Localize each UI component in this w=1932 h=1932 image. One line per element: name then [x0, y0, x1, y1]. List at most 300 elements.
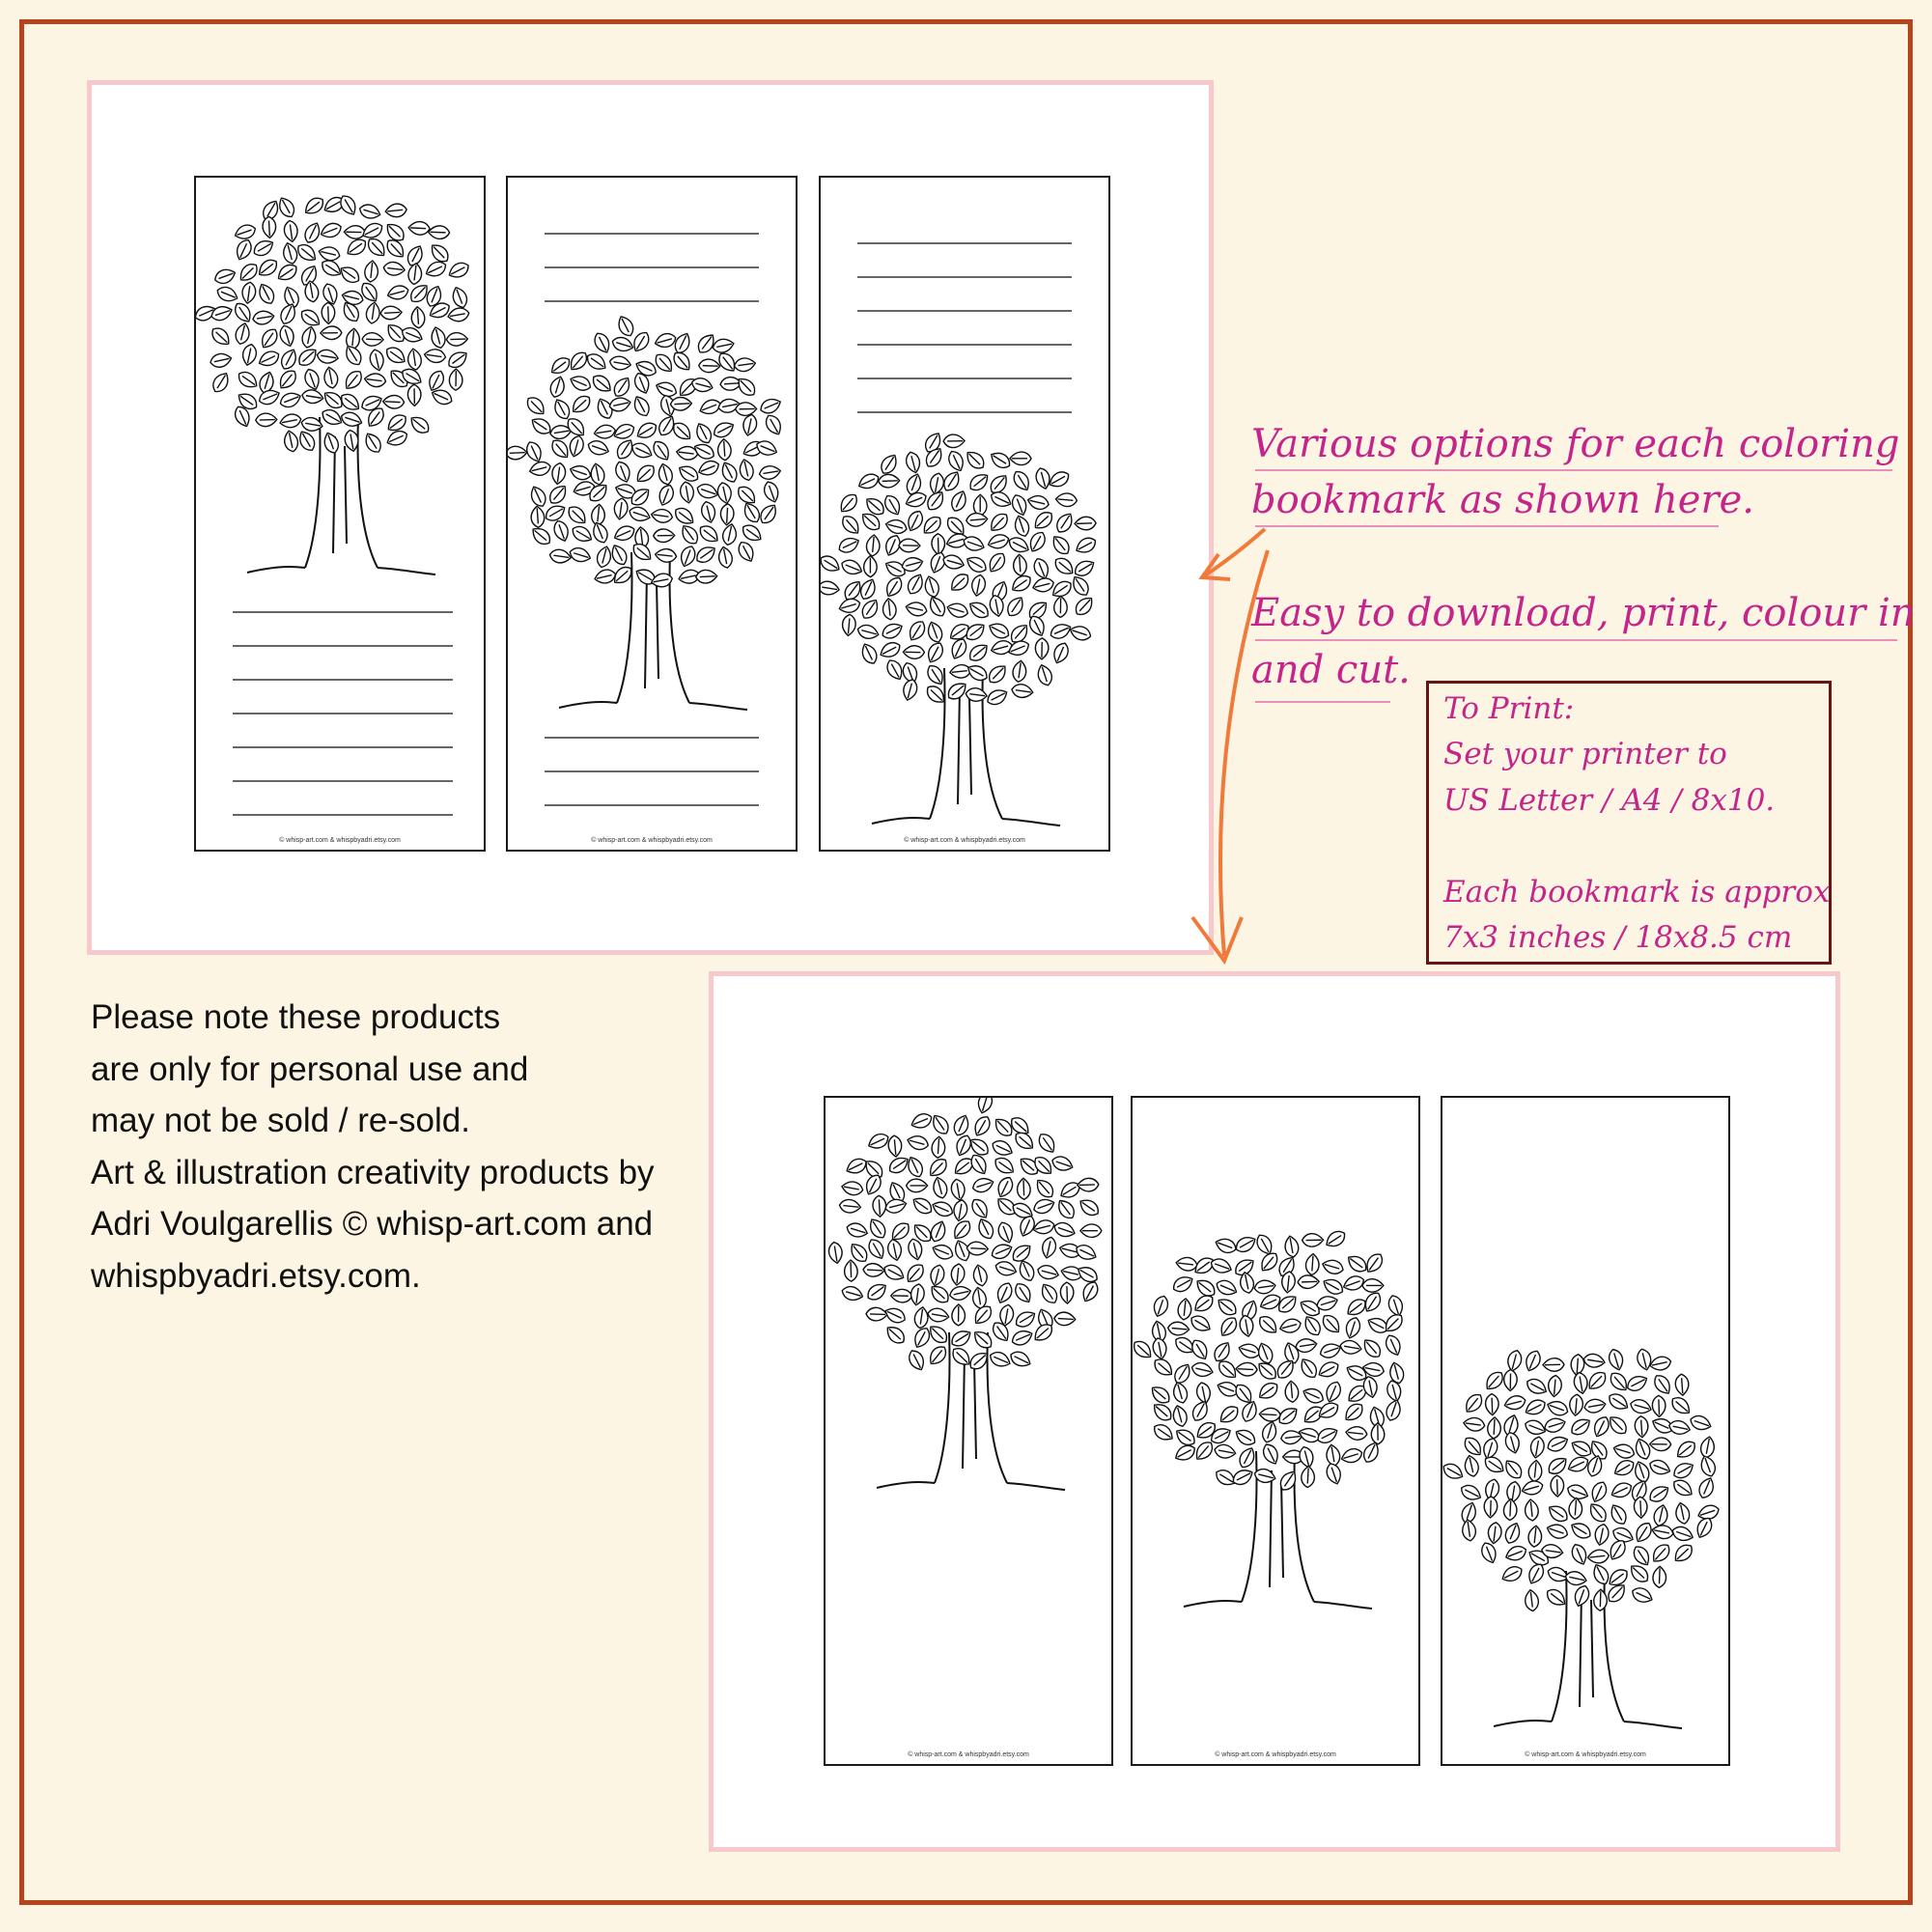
- leaf: [263, 216, 277, 238]
- leaf: [1240, 1399, 1260, 1423]
- leaf: [856, 623, 881, 641]
- leaf: [1255, 1341, 1275, 1365]
- leaf: [1011, 683, 1034, 698]
- leaf: [1362, 1279, 1384, 1293]
- leaf: [882, 492, 904, 518]
- leaf: [951, 1113, 971, 1138]
- leaf: [1323, 1380, 1343, 1405]
- leaf: [866, 1131, 891, 1152]
- leaf: [929, 1264, 946, 1288]
- leaf: [858, 597, 882, 622]
- bookmark-tree-top: [824, 1096, 1113, 1766]
- leaf: [1302, 1233, 1323, 1246]
- leaf: [256, 256, 281, 279]
- leaf: [966, 599, 992, 622]
- leaf: [550, 462, 566, 486]
- leaf: [344, 236, 369, 259]
- leaf: [1032, 1218, 1056, 1236]
- leaf: [966, 470, 992, 493]
- leaf: [610, 375, 633, 400]
- leaf: [1035, 1131, 1058, 1156]
- leaf: [1190, 1361, 1214, 1379]
- leaf: [654, 529, 675, 543]
- print-info-line: Set your printer to: [1443, 737, 1727, 771]
- leaf: [428, 225, 449, 238]
- options-callout-line2: bookmark as shown here.: [1251, 478, 1754, 522]
- leaf: [1260, 1420, 1278, 1444]
- leaf: [567, 349, 591, 374]
- leaf: [865, 1237, 887, 1262]
- leaf: [986, 662, 1010, 686]
- leaf: [1035, 663, 1054, 687]
- leaf: [679, 481, 695, 504]
- leaf: [1215, 1277, 1240, 1298]
- easy-callout-line1: Easy to download, print, colour in: [1251, 591, 1916, 635]
- leaf: [1031, 576, 1055, 594]
- leaf: [712, 337, 735, 354]
- leaf: [1671, 1460, 1696, 1482]
- leaf: [283, 220, 298, 243]
- leaf: [386, 284, 410, 302]
- leaf: [1278, 1317, 1302, 1335]
- leaf: [904, 1261, 928, 1285]
- leaf: [298, 306, 323, 329]
- leaf: [1674, 1501, 1692, 1525]
- tree-illustration: [826, 1098, 1111, 1764]
- leaf: [1461, 1434, 1485, 1458]
- leaf: [1569, 1542, 1589, 1567]
- leaf: [884, 1197, 909, 1215]
- leaf: [1068, 624, 1092, 643]
- leaf: [424, 348, 447, 363]
- leaf: [508, 446, 527, 460]
- leaf: [1323, 1228, 1348, 1250]
- leaf: [321, 282, 340, 306]
- leaf: [630, 394, 652, 419]
- leaf: [1652, 1395, 1666, 1416]
- leaf: [985, 686, 1010, 708]
- leaf: [1080, 1224, 1102, 1238]
- bookmark-credit: © whisp-art.com & whispbyadri.etsy.com: [279, 837, 401, 844]
- leaf: [319, 220, 343, 240]
- leaf: [844, 1260, 857, 1281]
- leaf: [913, 1306, 929, 1330]
- leaf: [608, 543, 630, 568]
- leaf: [695, 482, 719, 501]
- leaf: [657, 483, 677, 507]
- bookmark-credit: © whisp-art.com & whispbyadri.etsy.com: [591, 837, 713, 844]
- leaf: [1487, 1522, 1502, 1544]
- note-line: are only for personal use and: [91, 1050, 529, 1088]
- leaf: [1072, 557, 1097, 579]
- leaf: [1017, 1178, 1030, 1199]
- leaf: [590, 520, 610, 545]
- leaf: [1610, 1480, 1635, 1501]
- leaf: [945, 449, 966, 474]
- leaf: [947, 571, 971, 595]
- leaf: [968, 1196, 992, 1221]
- leaf: [1004, 594, 1027, 619]
- tree-drawing: [827, 1098, 1102, 1490]
- leaf: [610, 335, 634, 353]
- leaf: [906, 1134, 930, 1152]
- leaf: [721, 522, 739, 546]
- leaf: [1236, 1362, 1258, 1377]
- leaf: [1545, 1454, 1570, 1477]
- leaf: [1010, 468, 1032, 493]
- leaf: [1593, 1523, 1610, 1546]
- leaf: [1051, 554, 1077, 577]
- writing-lines: [857, 243, 1072, 412]
- leaf: [738, 458, 755, 481]
- leaf: [1631, 1543, 1653, 1568]
- leaf: [1189, 1312, 1214, 1334]
- leaf: [928, 1219, 948, 1244]
- leaf: [976, 1098, 994, 1115]
- leaf: [903, 646, 924, 659]
- leaf: [608, 355, 631, 372]
- leaf: [1032, 1196, 1056, 1216]
- leaf: [256, 413, 277, 427]
- leaf: [1218, 1314, 1241, 1339]
- underline: [1255, 701, 1390, 703]
- leaf: [650, 438, 673, 463]
- leaf: [1026, 493, 1050, 511]
- leaf: [757, 501, 780, 526]
- leaf: [407, 413, 433, 436]
- leaf: [1582, 1353, 1606, 1369]
- leaf: [758, 464, 781, 481]
- leaf: [931, 1242, 955, 1262]
- leaf: [1611, 1442, 1636, 1460]
- leaf: [994, 1175, 1016, 1200]
- leaf: [1463, 1416, 1486, 1432]
- leaf: [910, 1194, 935, 1218]
- leaf: [670, 349, 694, 374]
- leaf: [838, 597, 862, 615]
- leaf: [1230, 1467, 1255, 1488]
- leaf: [337, 193, 359, 218]
- leaf: [963, 620, 988, 643]
- leaf: [1150, 1400, 1174, 1424]
- leaf: [952, 1304, 966, 1326]
- leaf: [278, 323, 296, 348]
- leaf: [857, 576, 879, 602]
- leaf: [741, 500, 763, 525]
- leaf: [523, 439, 545, 464]
- leaf: [1214, 1443, 1237, 1460]
- tree-illustration: [1133, 1098, 1418, 1764]
- leaf: [240, 343, 258, 366]
- leaf: [1633, 1520, 1655, 1545]
- leaf: [319, 257, 344, 279]
- leaf: [321, 326, 342, 340]
- leaf: [904, 490, 928, 511]
- leaf: [844, 1156, 869, 1177]
- leaf: [1343, 1316, 1362, 1340]
- leaf: [1545, 1434, 1570, 1454]
- leaf: [1608, 1502, 1630, 1527]
- leaf: [696, 459, 720, 479]
- leaf: [971, 1113, 994, 1138]
- leaf: [905, 601, 928, 618]
- leaf: [1521, 1479, 1545, 1498]
- leaf: [302, 220, 323, 245]
- leaf: [358, 203, 382, 221]
- leaf: [878, 452, 900, 477]
- leaf: [1078, 1178, 1099, 1191]
- leaf: [1587, 1549, 1610, 1564]
- leaf: [1459, 1482, 1484, 1503]
- leaf: [883, 1323, 908, 1347]
- leaf: [827, 1241, 844, 1264]
- underline: [1255, 525, 1719, 527]
- leaf: [1319, 1312, 1343, 1336]
- leaf: [1463, 1454, 1480, 1477]
- leaf: [1012, 514, 1031, 538]
- leaf: [1371, 1423, 1385, 1444]
- tree-trunk: [877, 1332, 1065, 1490]
- leaf: [1190, 1398, 1211, 1423]
- leaf: [988, 449, 1013, 471]
- leaf: [546, 482, 571, 507]
- leaf: [528, 460, 552, 477]
- options-callout-line1: Various options for each coloring: [1251, 422, 1900, 466]
- leaf: [1586, 1500, 1610, 1526]
- leaf: [651, 508, 674, 523]
- leaf: [1479, 1541, 1499, 1565]
- leaf: [1651, 1524, 1674, 1540]
- leaf: [362, 431, 384, 456]
- bookmark-credit: © whisp-art.com & whispbyadri.etsy.com: [1215, 1751, 1336, 1758]
- print-info-line: Each bookmark is approx: [1443, 875, 1831, 910]
- leaf: [1485, 1393, 1498, 1414]
- leaf: [678, 522, 701, 547]
- leaf: [1529, 1436, 1546, 1459]
- leaf: [1699, 1436, 1716, 1459]
- leaf: [1277, 1469, 1301, 1494]
- leaf: [426, 368, 447, 393]
- leaf: [234, 322, 251, 346]
- leaf: [882, 574, 905, 600]
- leaf: [281, 241, 299, 266]
- leaf: [232, 300, 255, 325]
- leaf: [1034, 466, 1052, 490]
- leaf: [1667, 1419, 1691, 1437]
- leaf: [446, 332, 467, 346]
- leaf: [901, 678, 919, 702]
- leaf: [1525, 1376, 1550, 1397]
- leaf: [1588, 1479, 1609, 1504]
- leaf: [279, 412, 302, 429]
- leaf: [1233, 1233, 1258, 1255]
- leaf: [929, 1112, 952, 1137]
- leaf: [911, 1326, 933, 1351]
- leaf: [615, 314, 636, 339]
- leaf: [907, 1179, 928, 1192]
- leaf: [1523, 1397, 1548, 1418]
- leaf: [589, 462, 605, 486]
- leaf: [1031, 556, 1051, 580]
- leaf: [1360, 1336, 1385, 1360]
- leaf: [836, 535, 861, 556]
- leaf: [990, 1241, 1015, 1261]
- bookmark-credit: © whisp-art.com & whispbyadri.etsy.com: [1525, 1751, 1646, 1758]
- leaf: [858, 641, 880, 666]
- leaf: [1523, 1349, 1543, 1374]
- leaf: [1192, 1439, 1217, 1463]
- leaf: [866, 534, 881, 556]
- leaf: [1010, 492, 1030, 517]
- leaf: [1301, 1466, 1315, 1488]
- leaf: [839, 557, 863, 577]
- leaf: [1634, 1497, 1648, 1519]
- leaf: [1253, 1279, 1276, 1295]
- tree-illustration: [196, 178, 484, 850]
- leaf: [276, 195, 298, 220]
- leaf: [586, 438, 610, 458]
- leaf: [931, 1136, 945, 1159]
- leaf: [1151, 1294, 1170, 1318]
- leaf: [899, 539, 920, 552]
- leaf: [1696, 1475, 1717, 1500]
- leaf: [883, 658, 906, 683]
- tree-drawing: [1442, 1348, 1721, 1728]
- leaf: [1341, 1274, 1365, 1293]
- leaf: [400, 325, 424, 346]
- leaf: [720, 503, 735, 525]
- print-info-box: [1426, 681, 1832, 965]
- leaf: [966, 641, 992, 665]
- leaf: [967, 1152, 990, 1177]
- leaf: [252, 310, 275, 326]
- leaf: [258, 326, 281, 351]
- leaf: [821, 580, 840, 597]
- leaf: [970, 1328, 994, 1352]
- leaf: [210, 370, 232, 395]
- leaf: [1606, 1390, 1631, 1413]
- leaf: [1633, 1437, 1653, 1461]
- leaf: [1625, 1373, 1650, 1394]
- note-line: may not be sold / re-sold.: [91, 1102, 470, 1139]
- leaf: [1040, 1236, 1057, 1259]
- leaf: [672, 505, 697, 528]
- leaf: [1298, 1445, 1316, 1470]
- leaf: [910, 1111, 934, 1132]
- leaf: [320, 406, 345, 429]
- leaf: [1013, 554, 1027, 576]
- leaf: [568, 434, 586, 459]
- leaf: [1653, 1566, 1666, 1587]
- preview-sheet-with-lines: [87, 80, 1214, 955]
- leaf: [344, 225, 365, 238]
- leaf: [1237, 1445, 1258, 1470]
- leaf: [971, 1302, 995, 1327]
- leaf: [884, 518, 909, 535]
- leaf: [842, 614, 856, 636]
- leaf: [613, 460, 633, 484]
- leaf: [1671, 1541, 1695, 1565]
- writing-lines-bottom: [545, 738, 759, 805]
- leaf: [1035, 638, 1049, 659]
- leaf: [1256, 1313, 1280, 1337]
- leaf: [1523, 1417, 1547, 1438]
- leaf: [302, 194, 327, 217]
- leaf: [717, 438, 732, 461]
- leaf: [1590, 1562, 1611, 1587]
- leaf: [994, 1280, 1015, 1305]
- leaf: [965, 687, 987, 703]
- leaf: [1074, 535, 1099, 556]
- leaf: [1698, 1454, 1718, 1478]
- leaf: [715, 481, 733, 504]
- leaf: [209, 324, 233, 349]
- leaf: [570, 523, 595, 546]
- leaf: [1256, 1380, 1281, 1403]
- leaf: [1345, 1252, 1370, 1275]
- leaf: [734, 356, 757, 372]
- leaf: [672, 331, 693, 356]
- leaf: [953, 1134, 973, 1158]
- leaf: [882, 598, 897, 620]
- leaf: [450, 285, 470, 309]
- leaf: [410, 306, 425, 328]
- leaf: [950, 1218, 973, 1243]
- leaf: [1675, 1374, 1690, 1396]
- leaf: [1569, 1394, 1583, 1416]
- leaf: [995, 1220, 1016, 1245]
- leaf: [964, 553, 989, 575]
- leaf: [1543, 1358, 1564, 1372]
- note-line: Adri Voulgarellis © whisp-art.com and: [91, 1205, 654, 1243]
- leaf: [1503, 1394, 1527, 1412]
- leaf: [278, 347, 299, 372]
- leaf: [1635, 1415, 1649, 1438]
- leaf: [1133, 1337, 1155, 1361]
- leaf: [1297, 1425, 1321, 1444]
- leaf: [932, 533, 945, 554]
- leaf: [736, 540, 757, 565]
- print-info-line: US Letter / A4 / 8x10.: [1443, 783, 1776, 818]
- leaf: [1302, 1313, 1324, 1338]
- leaf: [864, 1280, 889, 1303]
- leaf: [695, 570, 717, 584]
- tree-trunk: [1184, 1451, 1372, 1609]
- leaf: [1298, 1356, 1321, 1381]
- leaf: [845, 1221, 869, 1240]
- leaf: [1689, 1414, 1713, 1433]
- leaf: [971, 1176, 995, 1194]
- leaf: [592, 330, 613, 355]
- leaf: [1031, 509, 1055, 533]
- leaf: [212, 266, 237, 286]
- leaf: [1548, 1375, 1562, 1397]
- writing-lines: [233, 612, 453, 815]
- leaf: [931, 1176, 949, 1200]
- leaf: [926, 1156, 950, 1180]
- leaf: [878, 474, 899, 488]
- leaf: [1569, 1438, 1594, 1460]
- leaf: [276, 367, 299, 392]
- leaf: [1257, 1249, 1280, 1274]
- leaf: [1670, 1525, 1694, 1544]
- bookmark-tree-top-lines-bottom: [194, 176, 486, 852]
- leaf: [948, 636, 969, 661]
- leaf: [548, 375, 567, 399]
- leaf: [882, 1262, 907, 1283]
- leaf: [1036, 1263, 1060, 1281]
- leaf: [1189, 1337, 1211, 1362]
